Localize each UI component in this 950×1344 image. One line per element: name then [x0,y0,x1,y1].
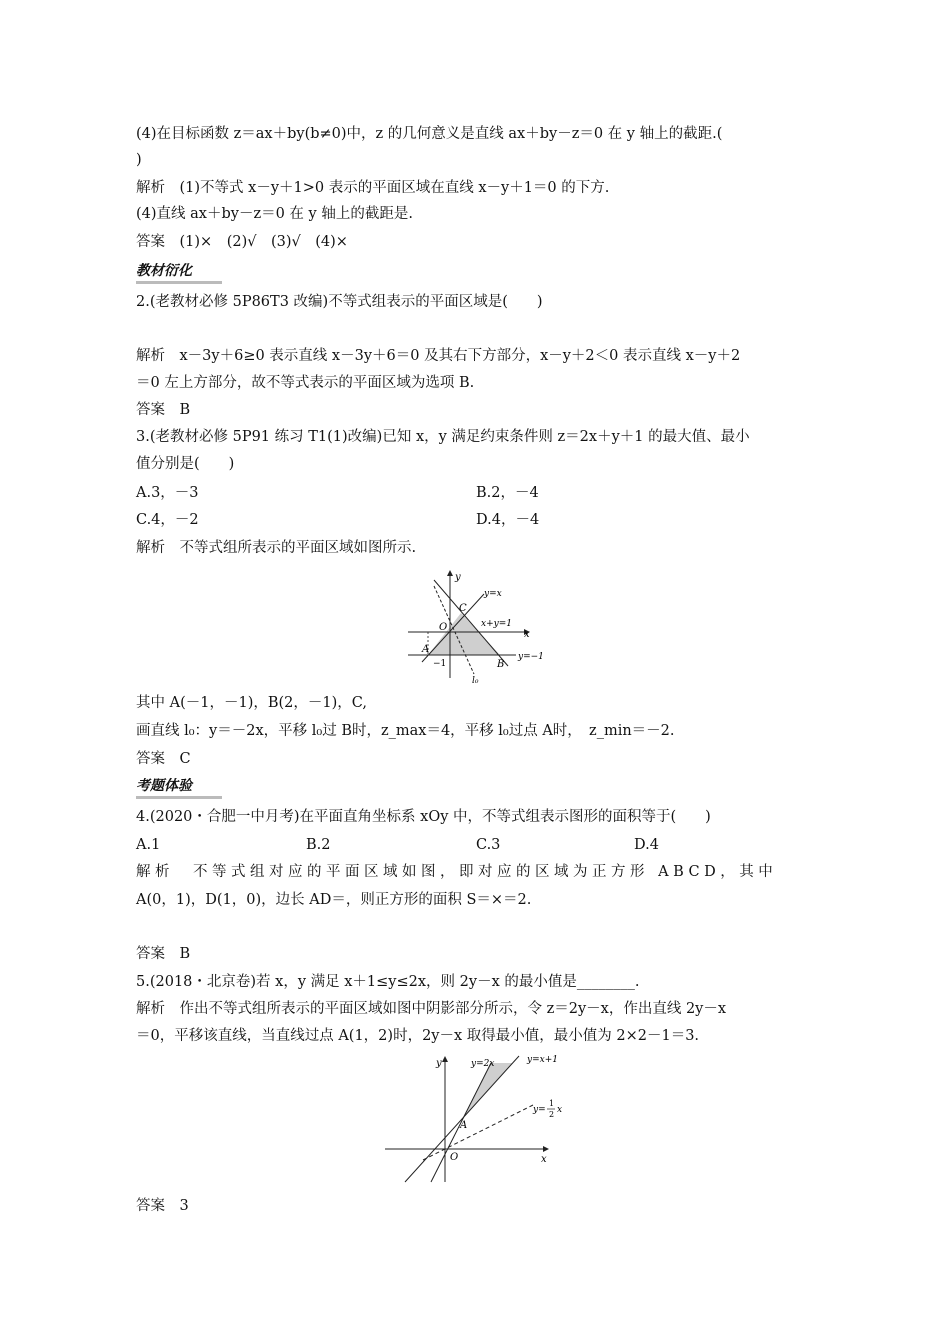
q4-option-a: A.1 [136,837,161,853]
fig1-x-label: x [524,629,530,640]
q1-statement-4-close: ) [136,152,142,168]
section-underline [136,281,222,284]
q2-analysis-line2: ＝0 左上方部分，故不等式表示的平面区域为选项 B. [136,375,475,391]
q4-option-d: D.4 [634,837,659,853]
fig1-point-c-label: C [459,603,467,614]
q3-stem-line1: 3.(老教材必修 5P91 练习 T1(1)改编)已知 x，y 满足约束条件则 z＝2x＋y＋1 的最大值、最小 [136,429,750,445]
fig2-line-yx1-label: y=x+1 [527,1055,558,1065]
fig2-origin-label: O [450,1152,459,1163]
fig2-x-label: x [541,1154,547,1165]
q3-option-c: C.4，－2 [136,512,199,528]
q4-option-b: B.2 [306,837,331,853]
fig1-point-b-label: B [497,659,505,670]
q3-option-b: B.2，－4 [476,485,539,501]
q3-stem-line2: 值分别是( ) [136,456,235,472]
fig1-point-a-label: A [422,644,430,655]
fig1-minus-1-label: −1 [433,659,447,669]
q4-answer: 答案 B [136,946,191,962]
q2-stem: 2.(老教材必修 5P86T3 改编)不等式组表示的平面区域是( ) [136,294,543,310]
line-y-eq-x-plus-1 [405,1056,519,1182]
fig2-y-label: y [436,1058,442,1069]
fig2-line-half-x-label: x [557,1105,563,1115]
q4-stem: 4.(2020・合肥一中月考)在平面直角坐标系 xOy 中，不等式组表示图形的面积等于( ) [136,809,711,825]
fig1-line-yx-label: y=x [484,589,502,599]
fig1-line-ym1-label: y=−1 [518,652,544,662]
fig1-line-xy1-label: x+y=1 [481,619,512,629]
q2-analysis-line1: 解析 x－3y＋6≥0 表示直线 x－3y＋6＝0 及其右下方部分，x－y＋2＜0 表示直线 x－y＋2 [136,348,741,364]
q3-option-d: D.4，－4 [476,512,540,528]
y-axis-arrow [442,1056,448,1062]
y-axis-arrow [447,570,453,576]
section-title-textbook: 教材衍化 [136,263,192,279]
q4-analysis-line1: 解析 不等式组对应的平面区域如图，即对应的区域为正方形 ABCD，其中 [136,864,778,880]
q5-stem: 5.(2018・北京卷)若 x，y 满足 x＋1≤y≤2x，则 2y－x 的最小值是________. [136,974,640,990]
q4-analysis-line2: A(0，1)，D(1，0)，边长 AD＝，则正方形的面积 S＝×＝2. [136,892,532,908]
section-title-exam: 考题体验 [136,778,192,794]
fig2-line-half-denominator: 2 [549,1110,555,1119]
fig2-line-half-y-label: y= [533,1105,546,1115]
q2-answer: 答案 B [136,402,191,418]
q5-analysis-line2: ＝0，平移该直线，当直线过点 A(1，2)时，2y－x 取得最小值，最小值为 2×2－1＝3. [136,1028,700,1044]
section-underline [136,796,222,799]
q1-answer: 答案 (1)× (2)√ (3)√ (4)× [136,234,348,250]
q3-vertices: 其中 A(－1，－1)，B(2，－1)，C, [136,695,367,711]
fig2-point-a-label: A [460,1120,468,1131]
fig1-y-label: y [455,572,461,583]
fig1-origin-label: O [439,622,448,633]
q4-option-c: C.3 [476,837,501,853]
q5-answer: 答案 3 [136,1198,189,1214]
q5-analysis-line1: 解析 作出不等式组所表示的平面区域如图中阴影部分所示，令 z＝2y－x，作出直线 2y－x [136,1001,727,1017]
q1-statement-4: (4)在目标函数 z＝ax＋by(b≠0)中，z 的几何意义是直线 ax＋by－z＝0 在 y 轴上的截距.( [136,126,723,142]
q3-answer: 答案 C [136,751,191,767]
q3-region-figure [404,566,554,686]
q1-analysis-4: (4)直线 ax＋by－z＝0 在 y 轴上的截距是. [136,206,413,222]
fig2-line-y2x-label: y=2x [471,1059,495,1069]
fig1-line-l0-label: l₀ [472,676,479,686]
q3-translate-line: 画直线 l₀：y＝－2x，平移 l₀过 B时，z_max＝4，平移 l₀过点 A时， z_min＝－2. [136,723,675,739]
q3-option-a: A.3，－3 [136,485,199,501]
line-y-eq-half-x-dashed [423,1105,533,1160]
q1-analysis-1: 解析 (1)不等式 x－y＋1>0 表示的平面区域在直线 x－y＋1＝0 的下方. [136,180,610,196]
q3-analysis: 解析 不等式组所表示的平面区域如图所示. [136,540,417,556]
q5-region-figure [383,1050,573,1186]
fig2-line-half-numerator: 1 [549,1099,555,1108]
x-axis-arrow [543,1146,549,1152]
